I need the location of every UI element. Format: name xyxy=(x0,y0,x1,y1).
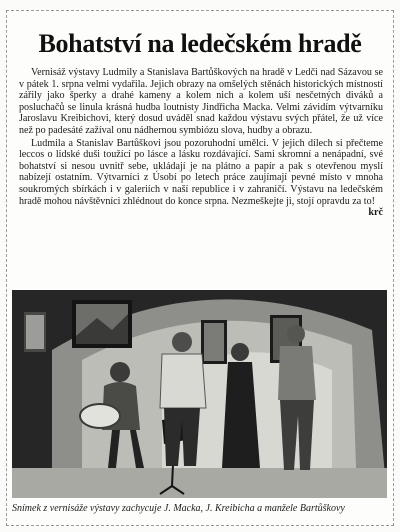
article-paragraph-2 xyxy=(19,137,383,219)
vernissage-photo xyxy=(12,290,387,498)
article-headline: Bohatství na ledečském hradě xyxy=(38,29,362,58)
photo-caption: Snímek z vernisáže výstavy zachycuje J. Macka, J. Kreibicha a manžele Bartůškovy xyxy=(12,503,345,514)
article-paragraph-1: Vernisáž výstavy Ludmily a Stanislava Bartůškových na hradě v Ledči nad Sázavou se v pátek 1. srpna velmi vydařila. Jejich obrazy na omšelých stěnách historických místností zářily jako šperky a drahé kameny a kolem nich a kolem uší nesčetných diváků a posluchačů se linula krásná hudba loutnisty Jindřicha Macka. Velmi závidím výtvarníku Jaroslavu Kreibichovi, který dosud uváděl snad každou výstavu svých přátel, že už více než po padesáté zažíval onu nádhernou symbiózu slova, hudby a obrazu. xyxy=(19,67,383,136)
article-paragraph-2-text: Ludmila a Stanislav Bartůškovi jsou pozoruhodní umělci. V jejich dílech si přečteme leccos o lidské duši toužící po lásce a lásku rozdávající. Sami skromní a nenápadní, své bohatství si nesou uvnitř sebe, ukládají je na plátno a papír a pak s otevřenou myslí nabízejí ostatním. Výtvarníci z Úsobí po letech práce zaujímají pevné místo v mnoha soukromých sbírkách i v galeriích v naší republice i v zahraničí. Výstavu na ledečském hradě mohou návštěvníci zhlédnout do konce srpna. Nezmeškejte ji, stojí opravdu za to! xyxy=(19,137,383,207)
author-signature: krč xyxy=(368,207,383,219)
article-body xyxy=(19,67,383,219)
vernissage-photo-illustration xyxy=(12,290,387,498)
